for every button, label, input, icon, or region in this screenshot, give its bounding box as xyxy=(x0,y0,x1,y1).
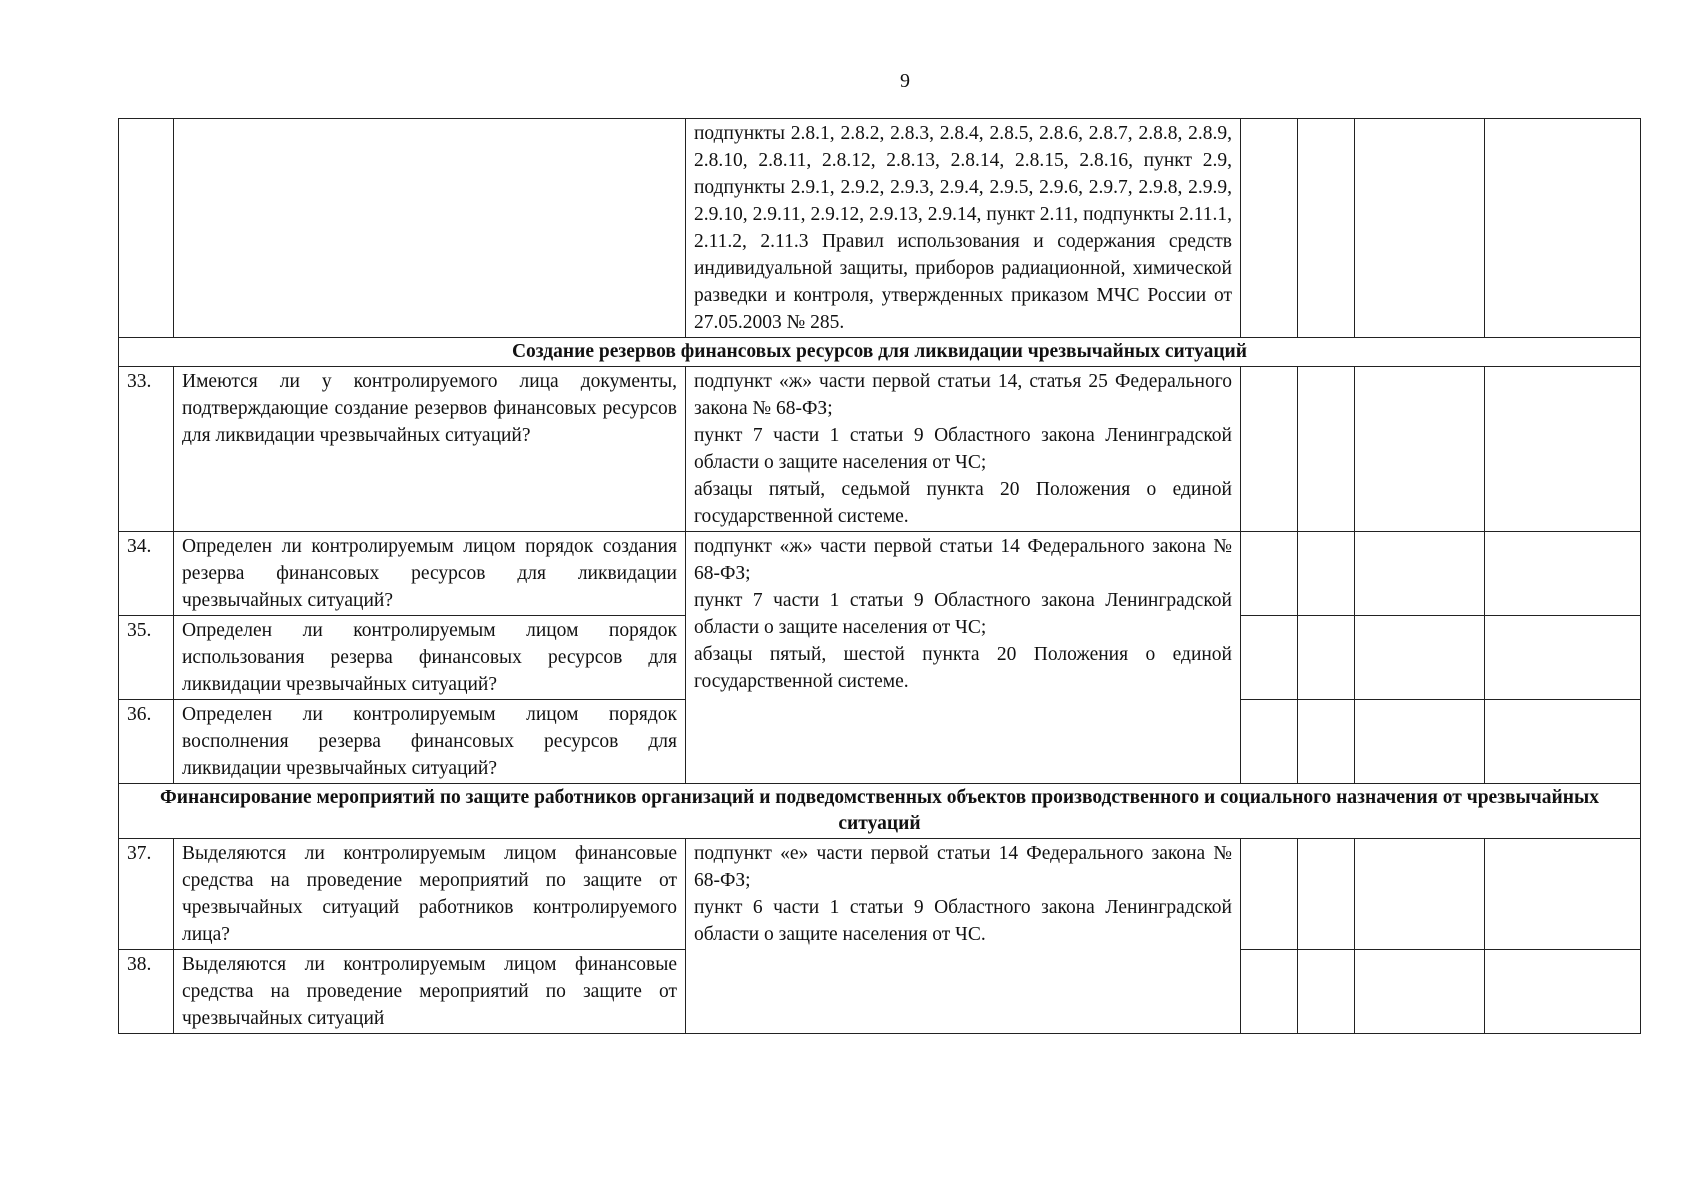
row-number: 38. xyxy=(119,950,174,1034)
row-number: 34. xyxy=(119,532,174,616)
row-number: 33. xyxy=(119,367,174,532)
table-row xyxy=(119,367,1641,532)
row-question: Определен ли контролируемым лицом порядок использования резерва финансовых ресурсов для ликвидации чрезвычайных ситуаций? xyxy=(174,616,686,700)
row-question: Определен ли контролируемым лицом порядок создания резерва финансовых ресурсов для ликвидации чрезвычайных ситуаций? xyxy=(174,532,686,616)
reference-line: абзацы пятый, шестой пункта 20 Положения о единой государственной системе. xyxy=(694,644,1232,692)
table-row xyxy=(119,532,1641,616)
row-question: Определен ли контролируемым лицом порядок восполнения резерва финансовых ресурсов для ликвидации чрезвычайных ситуаций? xyxy=(174,700,686,784)
row-reference xyxy=(686,839,1241,1034)
table-row xyxy=(119,839,1641,950)
answer-cell-not-applicable[interactable] xyxy=(1355,532,1485,616)
answer-cell-not-applicable[interactable] xyxy=(1355,700,1485,784)
answer-cell-note[interactable] xyxy=(1485,950,1641,1034)
checklist-table xyxy=(118,118,1641,1034)
section-row xyxy=(119,784,1641,839)
cell-number xyxy=(119,119,174,338)
answer-cell-not-applicable[interactable] xyxy=(1355,119,1485,338)
answer-cell-yes[interactable] xyxy=(1241,700,1298,784)
section-row xyxy=(119,338,1641,367)
answer-cell-note[interactable] xyxy=(1485,839,1641,950)
answer-cell-no[interactable] xyxy=(1298,367,1355,532)
reference-line: пункт 7 части 1 статьи 9 Областного закона Ленинградской области о защите населения от ЧС; xyxy=(694,425,1232,473)
answer-cell-yes[interactable] xyxy=(1241,367,1298,532)
answer-cell-not-applicable[interactable] xyxy=(1355,950,1485,1034)
answer-cell-note[interactable] xyxy=(1485,532,1641,616)
row-number: 35. xyxy=(119,616,174,700)
reference-line: подпункт «ж» части первой статьи 14, статья 25 Федерального закона № 68-ФЗ; xyxy=(694,371,1232,419)
reference-line: подпункт «е» части первой статьи 14 Федерального закона № 68-ФЗ; xyxy=(694,843,1232,891)
answer-cell-no[interactable] xyxy=(1298,950,1355,1034)
reference-line: абзацы пятый, седьмой пункта 20 Положения о единой государственной системе. xyxy=(694,479,1232,527)
reference-line: пункт 7 части 1 статьи 9 Областного закона Ленинградской области о защите населения от ЧС; xyxy=(694,590,1232,638)
page-number: 9 xyxy=(900,70,910,92)
row-number: 37. xyxy=(119,839,174,950)
section-heading: Финансирование мероприятий по защите работников организаций и подведомственных объектов производственного и социального назначения от чрезвычайных ситуаций xyxy=(119,784,1641,839)
answer-cell-yes[interactable] xyxy=(1241,532,1298,616)
cell-question xyxy=(174,119,686,338)
section-heading: Создание резервов финансовых ресурсов для ликвидации чрезвычайных ситуаций xyxy=(119,338,1641,367)
answer-cell-no[interactable] xyxy=(1298,839,1355,950)
reference-line: пункт 6 части 1 статьи 9 Областного закона Ленинградской области о защите населения от ЧС. xyxy=(694,897,1232,945)
answer-cell-yes[interactable] xyxy=(1241,616,1298,700)
answer-cell-yes[interactable] xyxy=(1241,950,1298,1034)
row-reference xyxy=(686,532,1241,784)
row-question: Выделяются ли контролируемым лицом финансовые средства на проведение мероприятий по защите от чрезвычайных ситуаций xyxy=(174,950,686,1034)
row-question: Выделяются ли контролируемым лицом финансовые средства на проведение мероприятий по защите от чрезвычайных ситуаций работников контролируемого лица? xyxy=(174,839,686,950)
answer-cell-yes[interactable] xyxy=(1241,839,1298,950)
table-row-continuation xyxy=(119,119,1641,338)
row-reference xyxy=(686,367,1241,532)
answer-cell-note[interactable] xyxy=(1485,119,1641,338)
answer-cell-no[interactable] xyxy=(1298,616,1355,700)
answer-cell-note[interactable] xyxy=(1485,367,1641,532)
row-question: Имеются ли у контролируемого лица документы, подтверждающие создание резервов финансовых ресурсов для ликвидации чрезвычайных ситуаций? xyxy=(174,367,686,532)
cell-reference: подпункты 2.8.1, 2.8.2, 2.8.3, 2.8.4, 2.8.5, 2.8.6, 2.8.7, 2.8.8, 2.8.9, 2.8.10, 2.8.11, 2.8.12, 2.8.13, 2.8.14, 2.8.15, 2.8.16, пункт 2.9, подпункты 2.9.1, 2.9.2, 2.9.3, 2.9.4, 2.9.5, 2.9.6, 2.9.7, 2.9.8, 2.9.9, 2.9.10, 2.9.11, 2.9.12, 2.9.13, 2.9.14, пункт 2.11, подпункты 2.11.1, 2.11.2, 2.11.3 Правил использования и содержания средств индивидуальной защиты, приборов радиационной, химической разведки и контроля, утвержденных приказом МЧС России от 27.05.2003 № 285. xyxy=(686,119,1241,338)
answer-cell-not-applicable[interactable] xyxy=(1355,367,1485,532)
answer-cell-note[interactable] xyxy=(1485,700,1641,784)
row-number: 36. xyxy=(119,700,174,784)
answer-cell-yes[interactable] xyxy=(1241,119,1298,338)
answer-cell-no[interactable] xyxy=(1298,119,1355,338)
answer-cell-not-applicable[interactable] xyxy=(1355,839,1485,950)
answer-cell-no[interactable] xyxy=(1298,700,1355,784)
answer-cell-not-applicable[interactable] xyxy=(1355,616,1485,700)
answer-cell-no[interactable] xyxy=(1298,532,1355,616)
answer-cell-note[interactable] xyxy=(1485,616,1641,700)
reference-line: подпункт «ж» части первой статьи 14 Федерального закона № 68-ФЗ; xyxy=(694,536,1232,584)
